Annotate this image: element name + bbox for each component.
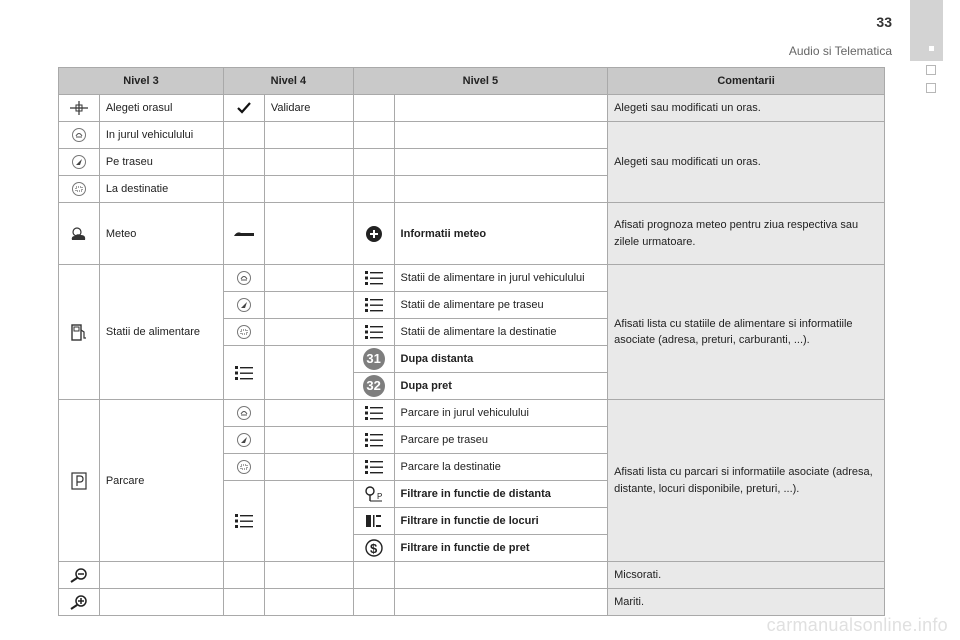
destination-icon[interactable]	[224, 319, 265, 346]
destination-icon[interactable]	[224, 454, 265, 481]
row-label: Parcare	[99, 400, 223, 562]
plus-circle-icon[interactable]	[353, 203, 394, 265]
badge-31[interactable]: 31	[353, 346, 394, 373]
svg-text:P: P	[376, 492, 382, 501]
destination-icon[interactable]	[59, 176, 100, 203]
badge-32[interactable]: 32	[353, 373, 394, 400]
sub-item: Statii de alimentare pe traseu	[394, 292, 608, 319]
list-icon[interactable]	[224, 346, 265, 400]
sub-item: Filtrare in functie de pret	[394, 535, 608, 562]
section-title: Audio si Telematica	[788, 44, 892, 58]
table-row	[59, 203, 885, 265]
row-label: Pe traseu	[99, 149, 223, 176]
weather-icon[interactable]	[59, 203, 100, 265]
table-row	[59, 95, 885, 122]
navigation-table	[58, 67, 885, 616]
row-label: La destinatie	[99, 176, 223, 203]
nivel5-label: Informatii meteo	[394, 203, 608, 265]
on-route-icon[interactable]	[224, 427, 265, 454]
sub-item: Dupa distanta	[394, 346, 608, 373]
table-row	[59, 400, 885, 427]
side-square	[926, 83, 936, 93]
table-header	[59, 68, 885, 95]
around-vehicle-icon[interactable]	[224, 400, 265, 427]
svg-text:$: $	[369, 541, 377, 556]
comment: Afisati prognoza meteo pentru ziua respectiva sau zilele urmatoare.	[608, 203, 885, 265]
list-icon[interactable]	[353, 265, 394, 292]
fuel-pump-icon[interactable]	[59, 265, 100, 400]
row-label: Meteo	[99, 203, 223, 265]
table-row	[59, 122, 885, 149]
page-number: 33	[876, 14, 892, 30]
table-row	[59, 562, 885, 589]
sub-item: Parcare la destinatie	[394, 454, 608, 481]
sub-item: Dupa pret	[394, 373, 608, 400]
comment: Mariti.	[608, 589, 885, 616]
list-icon[interactable]	[224, 481, 265, 562]
row-label: Alegeti orasul	[99, 95, 223, 122]
zoom-in-icon[interactable]	[59, 589, 100, 616]
comment: Alegeti sau modificati un oras.	[608, 122, 885, 203]
sub-item: Statii de alimentare la destinatie	[394, 319, 608, 346]
on-route-icon[interactable]	[224, 292, 265, 319]
parking-icon[interactable]	[59, 400, 100, 562]
sub-item: Filtrare in functie de distanta	[394, 481, 608, 508]
table-row	[59, 589, 885, 616]
list-icon[interactable]	[353, 292, 394, 319]
slider-icon[interactable]	[224, 203, 265, 265]
list-icon[interactable]	[353, 319, 394, 346]
dollar-icon[interactable]	[353, 535, 394, 562]
nivel4-label: Validare	[264, 95, 353, 122]
around-vehicle-icon[interactable]	[59, 122, 100, 149]
list-icon[interactable]	[353, 454, 394, 481]
header-nivel-4: Nivel 4	[224, 68, 354, 95]
side-square	[926, 65, 936, 75]
parking-spaces-icon[interactable]	[353, 508, 394, 535]
list-icon[interactable]	[353, 427, 394, 454]
checkmark-icon[interactable]	[224, 95, 265, 122]
side-dot	[929, 46, 934, 51]
watermark: carmanualsonline.info	[766, 615, 948, 635]
header-nivel-5: Nivel 5	[353, 68, 607, 95]
comment: Alegeti sau modificati un oras.	[608, 95, 885, 122]
comment: Micsorati.	[608, 562, 885, 589]
around-vehicle-icon[interactable]	[224, 265, 265, 292]
side-tab	[910, 0, 943, 61]
comment: Afisati lista cu parcari si informatiile asociate (adresa, distante, locuri disponibile, preturi, ...).	[608, 400, 885, 562]
city-target-icon[interactable]	[59, 95, 100, 122]
sub-item: Parcare pe traseu	[394, 427, 608, 454]
sub-item: Statii de alimentare in jurul vehiculului	[394, 265, 608, 292]
list-icon[interactable]	[353, 400, 394, 427]
row-label: In jurul vehiculului	[99, 122, 223, 149]
row-label: Statii de alimentare	[99, 265, 223, 400]
header-comentarii: Comentarii	[608, 68, 885, 95]
table-row	[59, 265, 885, 292]
sub-item: Filtrare in functie de locuri	[394, 508, 608, 535]
on-route-icon[interactable]	[59, 149, 100, 176]
header-nivel-3: Nivel 3	[59, 68, 224, 95]
distance-pin-icon[interactable]	[353, 481, 394, 508]
comment: Afisati lista cu statiile de alimentare si informatiile asociate (adresa, preturi, carburanti, ...).	[608, 265, 885, 400]
sub-item: Parcare in jurul vehiculului	[394, 400, 608, 427]
zoom-out-icon[interactable]	[59, 562, 100, 589]
